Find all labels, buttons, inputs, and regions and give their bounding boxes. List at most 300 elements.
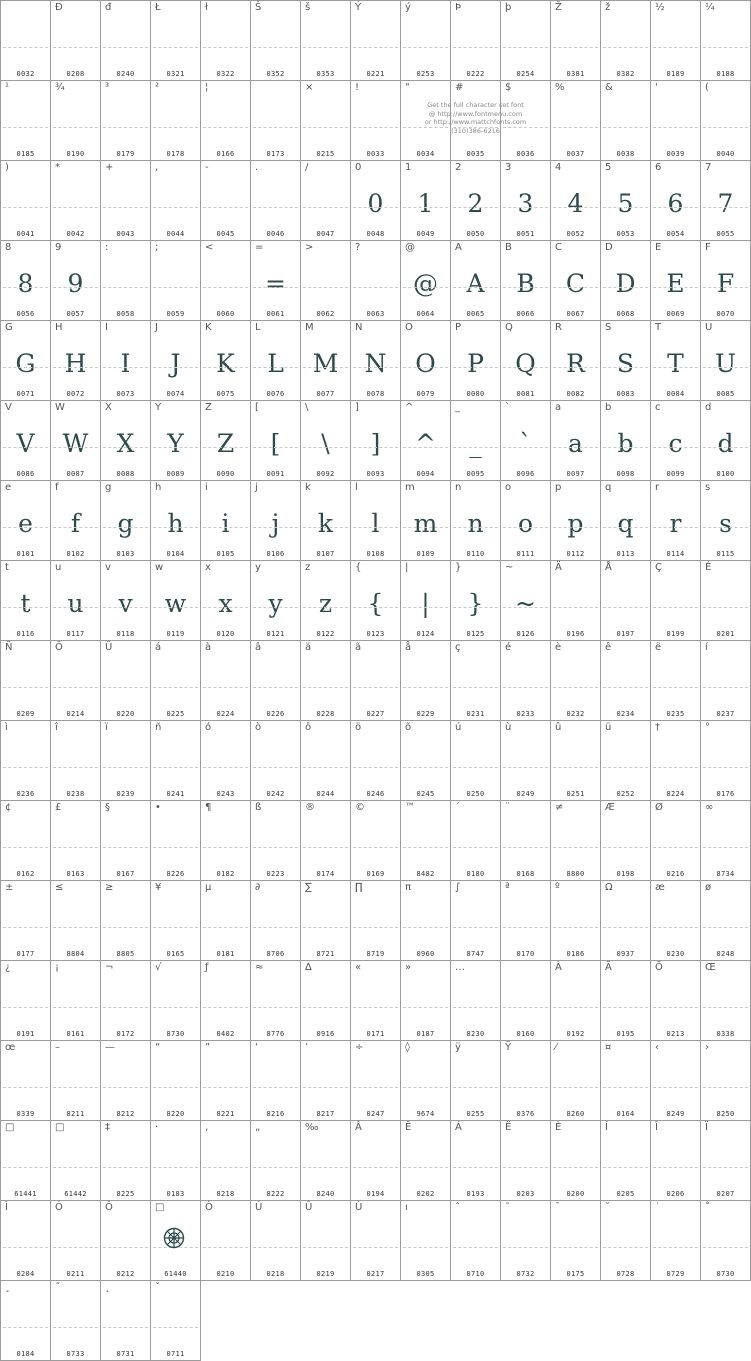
glyph-cell <box>250 640 301 721</box>
glyph-code: 0057 <box>66 310 85 318</box>
glyph-code: 0174 <box>316 870 335 878</box>
glyph-label: Ë <box>505 1122 512 1133</box>
baseline-divider <box>3 127 48 128</box>
glyph-cell <box>300 560 351 641</box>
glyph-cell <box>350 480 401 561</box>
glyph-label: Ł <box>155 2 161 13</box>
baseline-divider <box>203 847 248 848</box>
glyph-cell <box>0 880 51 961</box>
glyph-code: 61441 <box>14 1190 37 1198</box>
glyph-code: 0097 <box>566 470 585 478</box>
glyph-cell <box>50 1120 101 1201</box>
baseline-divider <box>153 1087 198 1088</box>
glyph-label: õ <box>405 722 412 733</box>
baseline-divider <box>103 287 148 288</box>
glyph-cell <box>650 1040 701 1121</box>
glyph-code: 61442 <box>64 1190 87 1198</box>
glyph-cell <box>100 800 151 881</box>
glyph-cell <box>0 80 51 161</box>
glyph-label: □ <box>5 1122 15 1133</box>
baseline-divider <box>153 47 198 48</box>
baseline-divider <box>253 927 298 928</box>
baseline-divider <box>503 767 548 768</box>
glyph-code: 0071 <box>16 390 35 398</box>
glyph-cell <box>450 800 501 881</box>
glyph-code: 0227 <box>366 710 385 718</box>
glyph-code: 8249 <box>666 1110 685 1118</box>
baseline-divider <box>453 607 498 608</box>
glyph-sample: O <box>415 349 436 378</box>
glyph-label: ¥ <box>155 882 162 893</box>
baseline-divider <box>353 847 398 848</box>
glyph-code: 0163 <box>66 870 85 878</box>
glyph-cell <box>100 1280 151 1361</box>
glyph-sample: P <box>467 349 484 378</box>
glyph-cell <box>50 160 101 241</box>
glyph-label: š <box>305 2 311 13</box>
glyph-label: ≠ <box>555 802 564 813</box>
glyph-code: 0077 <box>316 390 335 398</box>
glyph-cell <box>500 720 551 801</box>
baseline-divider <box>503 607 548 608</box>
glyph-label: n <box>455 482 462 493</box>
glyph-code: 0180 <box>466 870 485 878</box>
glyph-label: ˇ <box>155 1282 160 1293</box>
glyph-cell <box>700 1040 751 1121</box>
glyph-label: ≥ <box>105 882 114 893</box>
glyph-cell <box>200 560 251 641</box>
baseline-divider <box>203 447 248 448</box>
glyph-code: 0053 <box>616 230 635 238</box>
glyph-cell <box>350 240 401 321</box>
glyph-cell <box>0 1280 51 1361</box>
glyph-cell <box>0 0 51 81</box>
glyph-code: 0047 <box>316 230 335 238</box>
glyph-label: A <box>455 242 462 253</box>
glyph-code: 0106 <box>266 550 285 558</box>
glyph-cell <box>200 720 251 801</box>
glyph-label: y <box>255 562 261 573</box>
glyph-code: 0074 <box>166 390 185 398</box>
glyph-cell <box>300 800 351 881</box>
glyph-cell <box>600 0 651 81</box>
glyph-label: ¿ <box>5 962 11 973</box>
glyph-label: ‹ <box>655 1042 659 1053</box>
glyph-label: □ <box>155 1202 165 1213</box>
glyph-cell <box>350 80 401 161</box>
baseline-divider <box>653 367 698 368</box>
baseline-divider <box>3 287 48 288</box>
glyph-label: N <box>355 322 363 333</box>
glyph-label: ® <box>305 802 315 813</box>
baseline-divider <box>553 447 598 448</box>
baseline-divider <box>403 687 448 688</box>
glyph-code: 0243 <box>216 790 235 798</box>
glyph-cell <box>700 560 751 641</box>
glyph-cell <box>700 800 751 881</box>
glyph-code: 0230 <box>666 950 685 958</box>
glyph-code: 0052 <box>566 230 585 238</box>
glyph-cell <box>700 240 751 321</box>
glyph-cell <box>550 80 601 161</box>
glyph-cell <box>600 960 651 1041</box>
glyph-code: 0092 <box>316 470 335 478</box>
glyph-code: 0206 <box>666 1190 685 1198</box>
glyph-label: ∞ <box>705 802 714 813</box>
glyph-cell <box>450 960 501 1041</box>
glyph-cell <box>300 240 351 321</box>
glyph-cell <box>100 640 151 721</box>
baseline-divider <box>253 47 298 48</box>
baseline-divider <box>53 1327 98 1328</box>
baseline-divider <box>603 1007 648 1008</box>
glyph-cell <box>400 480 451 561</box>
glyph-code: 0245 <box>416 790 435 798</box>
glyph-code: 0204 <box>16 1270 35 1278</box>
glyph-label: e <box>5 482 12 493</box>
baseline-divider <box>3 927 48 928</box>
baseline-divider <box>303 1247 348 1248</box>
glyph-code: 0121 <box>266 630 285 638</box>
glyph-cell <box>200 1040 251 1121</box>
glyph-code: 8224 <box>666 790 685 798</box>
glyph-label: 8 <box>5 242 12 253</box>
glyph-label: ‡ <box>105 1122 110 1133</box>
baseline-divider <box>303 927 348 928</box>
glyph-code: 0086 <box>16 470 35 478</box>
glyph-cell <box>600 480 651 561</box>
glyph-code: 0058 <box>116 310 135 318</box>
glyph-cell <box>250 0 301 81</box>
glyph-code: 0066 <box>516 310 535 318</box>
glyph-cell <box>300 80 351 161</box>
glyph-label: ¢ <box>5 802 12 813</box>
glyph-label: é <box>505 642 512 653</box>
baseline-divider <box>3 1007 48 1008</box>
glyph-sample: ] <box>370 429 381 458</box>
baseline-divider <box>203 287 248 288</box>
glyph-sample: \ <box>321 429 330 458</box>
glyph-sample: 2 <box>467 189 484 218</box>
glyph-label: ˚ <box>705 1202 710 1213</box>
baseline-divider <box>603 527 648 528</box>
glyph-label: § <box>105 802 110 813</box>
glyph-label: Ò <box>205 1202 213 1213</box>
glyph-label: ¶ <box>205 802 212 813</box>
glyph-label: W <box>55 402 65 413</box>
glyph-cell <box>300 960 351 1041</box>
glyph-label: 9 <box>55 242 62 253</box>
glyph-label: à <box>205 642 212 653</box>
glyph-cell <box>200 0 251 81</box>
baseline-divider <box>203 1007 248 1008</box>
glyph-code: 0171 <box>366 1030 385 1038</box>
glyph-sample: K <box>216 349 235 378</box>
glyph-cell <box>100 400 151 481</box>
glyph-cell <box>700 1120 751 1201</box>
glyph-code: 0073 <box>116 390 135 398</box>
glyph-code: 0064 <box>416 310 435 318</box>
glyph-label: G <box>5 322 13 333</box>
baseline-divider <box>253 1247 298 1248</box>
glyph-label: @ <box>405 242 415 253</box>
glyph-code: 0105 <box>216 550 235 558</box>
glyph-code: 0164 <box>616 1110 635 1118</box>
glyph-code: 0120 <box>216 630 235 638</box>
glyph-sample: @ <box>413 269 438 298</box>
glyph-code: 0237 <box>716 710 735 718</box>
baseline-divider <box>603 207 648 208</box>
glyph-label: • <box>155 802 161 813</box>
glyph-label: ° <box>705 722 710 733</box>
baseline-divider <box>703 1087 748 1088</box>
glyph-code: 8804 <box>66 950 85 958</box>
glyph-label: ¬ <box>105 962 114 973</box>
glyph-sample: o <box>517 509 534 538</box>
glyph-code: 0169 <box>366 870 385 878</box>
glyph-label: Œ <box>705 962 716 973</box>
baseline-divider <box>653 1247 698 1248</box>
glyph-label: ´ <box>455 802 460 813</box>
glyph-code: 0731 <box>116 1350 135 1358</box>
glyph-code: 0062 <box>316 310 335 318</box>
glyph-cell <box>450 480 501 561</box>
baseline-divider <box>153 367 198 368</box>
baseline-divider <box>653 1007 698 1008</box>
glyph-code: 0192 <box>566 1030 585 1038</box>
glyph-label: ∑ <box>305 882 312 893</box>
glyph-code: 0075 <box>216 390 235 398</box>
baseline-divider <box>153 287 198 288</box>
glyph-cell <box>50 1280 101 1361</box>
baseline-divider <box>103 927 148 928</box>
glyph-sample: _ <box>469 429 482 458</box>
glyph-code: 0085 <box>716 390 735 398</box>
baseline-divider <box>353 447 398 448</box>
glyph-code: 0043 <box>116 230 135 238</box>
glyph-label: Å <box>605 562 612 573</box>
glyph-cell <box>350 400 401 481</box>
baseline-divider <box>653 1087 698 1088</box>
glyph-cell <box>0 800 51 881</box>
glyph-code: 0203 <box>516 1190 535 1198</box>
baseline-divider <box>403 607 448 608</box>
baseline-divider <box>153 127 198 128</box>
glyph-label: » <box>405 962 412 973</box>
glyph-cell <box>150 880 201 961</box>
glyph-code: 0044 <box>166 230 185 238</box>
glyph-cell <box>250 1120 301 1201</box>
baseline-divider <box>453 287 498 288</box>
glyph-label: ˜ <box>505 1202 510 1213</box>
glyph-cell <box>700 880 751 961</box>
glyph-sample: H <box>64 349 87 378</box>
glyph-code: 0188 <box>716 70 735 78</box>
glyph-code: 0193 <box>466 1190 485 1198</box>
glyph-label: - <box>205 162 209 173</box>
baseline-divider <box>653 687 698 688</box>
glyph-cell <box>150 0 201 81</box>
glyph-label: Þ <box>455 2 462 13</box>
glyph-cell <box>550 400 601 481</box>
glyph-label: œ <box>5 1042 16 1053</box>
glyph-label: ³ <box>105 82 110 93</box>
baseline-divider <box>403 207 448 208</box>
glyph-cell <box>700 720 751 801</box>
glyph-code: 0081 <box>516 390 535 398</box>
glyph-label: ⁄ <box>555 1042 557 1053</box>
glyph-code: 0381 <box>566 70 585 78</box>
baseline-divider <box>403 927 448 928</box>
baseline-divider <box>703 287 748 288</box>
glyph-cell <box>150 320 201 401</box>
glyph-label: ì <box>5 722 8 733</box>
baseline-divider <box>303 1167 348 1168</box>
glyph-label: Ì <box>5 1202 8 1213</box>
glyph-code: 0353 <box>316 70 335 78</box>
glyph-code: 0199 <box>666 630 685 638</box>
glyph-sample: t <box>20 589 31 618</box>
baseline-divider <box>153 207 198 208</box>
glyph-code: 8776 <box>266 1030 285 1038</box>
baseline-divider <box>153 847 198 848</box>
glyph-label: o <box>505 482 512 493</box>
glyph-cell <box>600 1040 651 1121</box>
glyph-code: 0122 <box>316 630 335 638</box>
glyph-cell <box>450 240 501 321</box>
glyph-code: 0115 <box>716 550 735 558</box>
glyph-code: 0103 <box>116 550 135 558</box>
baseline-divider <box>503 1247 548 1248</box>
glyph-code: 0089 <box>166 470 185 478</box>
glyph-code: 0211 <box>66 1270 85 1278</box>
glyph-label: O <box>405 322 413 333</box>
baseline-divider <box>303 687 348 688</box>
baseline-divider <box>553 287 598 288</box>
glyph-code: 0046 <box>266 230 285 238</box>
glyph-sample: x <box>218 589 233 618</box>
glyph-code: 0079 <box>416 390 435 398</box>
glyph-label: Ω <box>605 882 613 893</box>
glyph-cell <box>550 560 601 641</box>
baseline-divider <box>253 527 298 528</box>
glyph-cell <box>0 1200 51 1281</box>
glyph-code: 0197 <box>616 630 635 638</box>
glyph-label: ? <box>355 242 361 253</box>
baseline-divider <box>403 527 448 528</box>
baseline-divider <box>453 207 498 208</box>
glyph-code: 0108 <box>366 550 385 558</box>
baseline-divider <box>153 1007 198 1008</box>
glyph-code: 0100 <box>716 470 735 478</box>
glyph-cell <box>400 800 451 881</box>
glyph-code: 8260 <box>566 1110 585 1118</box>
glyph-cell <box>200 800 251 881</box>
glyph-label: C <box>555 242 562 253</box>
baseline-divider <box>453 1087 498 1088</box>
glyph-label: ` <box>505 402 510 413</box>
baseline-divider <box>53 367 98 368</box>
glyph-cell <box>100 80 151 161</box>
baseline-divider <box>153 687 198 688</box>
glyph-sample: n <box>467 509 484 538</box>
glyph-cell <box>200 400 251 481</box>
baseline-divider <box>303 767 348 768</box>
glyph-label: l <box>355 482 358 493</box>
glyph-sample: X <box>116 429 135 458</box>
glyph-cell <box>250 880 301 961</box>
glyph-cell <box>550 1200 601 1281</box>
glyph-code: 0916 <box>316 1030 335 1038</box>
glyph-code: 0040 <box>716 150 735 158</box>
glyph-cell <box>150 960 201 1041</box>
glyph-code: 0402 <box>216 1030 235 1038</box>
glyph-cell <box>250 960 301 1041</box>
baseline-divider <box>403 1167 448 1168</box>
baseline-divider <box>603 1167 648 1168</box>
glyph-sample: r <box>669 509 682 538</box>
glyph-cell <box>300 0 351 81</box>
glyph-cell <box>450 1120 501 1201</box>
glyph-label: Â <box>355 1122 362 1133</box>
glyph-sample: f <box>70 509 81 538</box>
glyph-label: ò <box>255 722 262 733</box>
glyph-cell <box>400 880 451 961</box>
glyph-label: c <box>655 402 661 413</box>
glyph-code: 0037 <box>566 150 585 158</box>
glyph-code: 0049 <box>416 230 435 238</box>
glyph-label: T <box>655 322 662 333</box>
glyph-label: ± <box>5 882 14 893</box>
glyph-code: 0038 <box>616 150 635 158</box>
glyph-label: Ï <box>705 1122 708 1133</box>
baseline-divider <box>353 287 398 288</box>
glyph-label: Ÿ <box>505 1042 512 1053</box>
glyph-cell <box>100 960 151 1041</box>
glyph-sample: G <box>15 349 36 378</box>
baseline-divider <box>553 1167 598 1168</box>
glyph-cell <box>650 0 701 81</box>
baseline-divider <box>603 607 648 608</box>
glyph-label: þ <box>505 2 512 13</box>
glyph-code: 0730 <box>716 1270 735 1278</box>
glyph-label: b <box>605 402 612 413</box>
glyph-label: Ú <box>255 1202 263 1213</box>
glyph-cell <box>450 320 501 401</box>
baseline-divider <box>653 447 698 448</box>
baseline-divider <box>3 527 48 528</box>
glyph-sample: c <box>668 429 683 458</box>
glyph-sample: j <box>271 509 280 538</box>
glyph-code: 0112 <box>566 550 585 558</box>
glyph-cell <box>250 240 301 321</box>
glyph-label: è <box>555 642 562 653</box>
glyph-cell <box>0 640 51 721</box>
glyph-label: ! <box>355 82 360 93</box>
glyph-code: 0223 <box>266 870 285 878</box>
glyph-label: P <box>455 322 462 333</box>
baseline-divider <box>353 527 398 528</box>
glyph-code: 0239 <box>116 790 135 798</box>
glyph-sample: 3 <box>517 189 534 218</box>
glyph-label: 4 <box>555 162 562 173</box>
glyph-code: 0226 <box>266 710 285 718</box>
glyph-cell <box>50 400 101 481</box>
glyph-code: 0215 <box>316 150 335 158</box>
glyph-cell <box>700 960 751 1041</box>
glyph-cell <box>550 1040 601 1121</box>
glyph-code: 0048 <box>366 230 385 238</box>
